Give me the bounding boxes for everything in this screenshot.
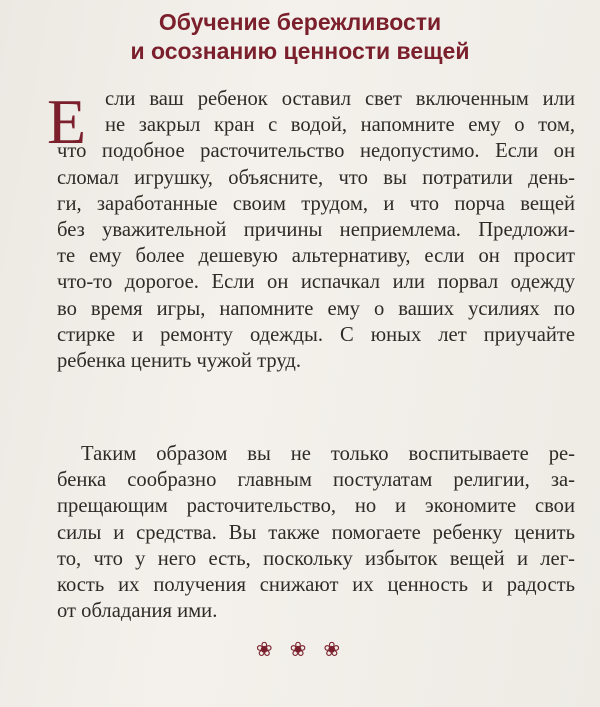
- text-line: стирке и ремонту одежды. С юных лет приучайте: [57, 323, 575, 346]
- text-line: Таким образом вы не только воспитываете ре-: [81, 443, 575, 465]
- text-line: те ему более дешевую альтернативу, если он просит: [57, 245, 575, 268]
- flower-ornament-icon: ❀: [289, 639, 311, 661]
- text-line: ребенка ценить чужой труд.: [57, 349, 301, 372]
- text-line: прещающим расточительство, но и экономите свои: [57, 495, 575, 518]
- drop-cap: Е: [47, 86, 87, 157]
- text-line: что подобное расточительство недопустимо. Если он: [57, 140, 575, 163]
- flower-ornament-icon: ❀: [255, 639, 277, 661]
- text-line: ги, заработанные своим трудом, и что порча вещей: [57, 192, 575, 215]
- text-line: кость их получения снижают их ценность и радость: [57, 573, 575, 596]
- text-line: сли ваш ребенок оставил свет включенным или: [105, 88, 575, 110]
- page-title: [0, 8, 600, 66]
- text-line: силы и средства. Вы также помогаете ребенку ценить: [57, 521, 575, 544]
- section-divider: [0, 637, 600, 662]
- flower-ornament-icon: ❀: [323, 639, 345, 661]
- paragraph-2: [57, 441, 575, 624]
- title-line-1: Обучение бережливости: [158, 9, 442, 35]
- text-line: сломал игрушку, объясните, что вы потратили день-: [57, 166, 575, 189]
- title-line-2: и осознанию ценности вещей: [130, 38, 470, 64]
- text-line: не закрыл кран с водой, напомните ему о том,: [105, 114, 575, 137]
- text-line: бенка сообразно главным постулатам религии, за-: [57, 469, 575, 492]
- text-line: то, что у него есть, поскольку избыток вещей и лег-: [57, 547, 575, 570]
- text-line: во время игры, напомните ему о ваших усилиях по: [57, 297, 575, 320]
- text-line: без уважительной причины неприемлема. Предложи-: [57, 218, 575, 241]
- text-line: что-то дорогое. Если он испачкал или порвал одежду: [57, 271, 575, 294]
- text-line: от обладания ими.: [57, 600, 218, 623]
- paragraph-1: [57, 86, 575, 374]
